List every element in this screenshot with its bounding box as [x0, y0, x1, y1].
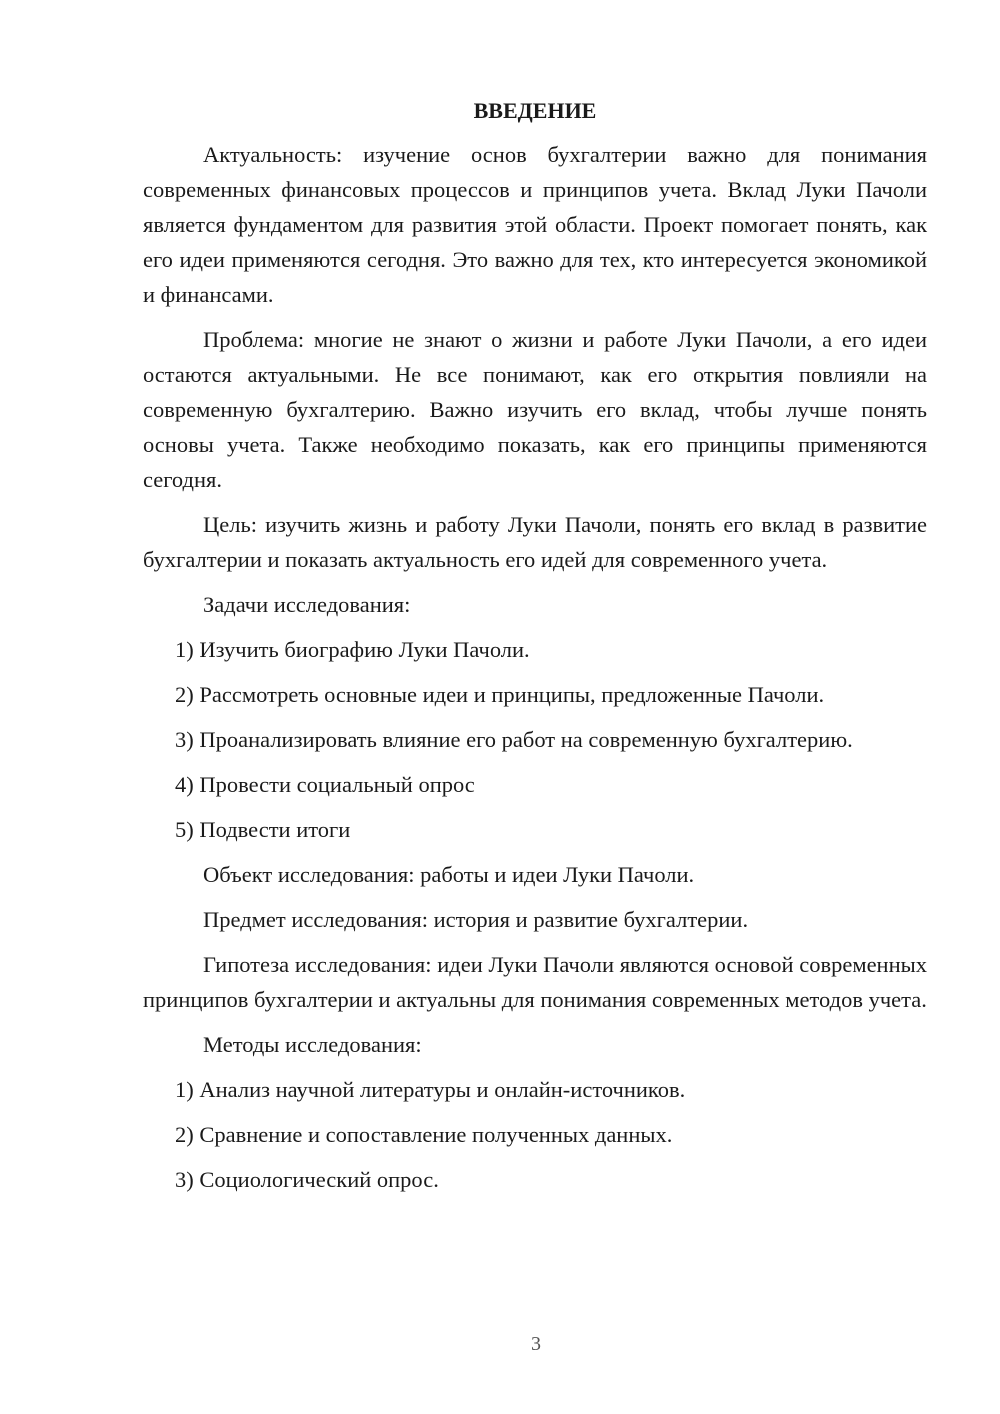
section-heading: ВВЕДЕНИЕ — [473, 98, 597, 123]
relevance-paragraph: Актуальность: изучение основ бухгалтерии важно для понимания современных финансовых процессов и принципов учета. Вклад Луки Пачоли является фундаментом для развития этой области. Проект помогает понять, как его идеи применяются сегодня. Это важно для тех, кто интересуется экономикой и финансами. — [143, 142, 927, 307]
list-item: 1) Анализ научной литературы и онлайн-источников. — [175, 1077, 686, 1102]
problem-paragraph: Проблема: многие не знают о жизни и работе Луки Пачоли, а его идеи остаются актуальными. Не все понимают, как его открытия повлияли на современную бухгалтерию. Важно изучить его вклад, чтобы лучше понять основы учета. Также необходимо показать, как его принципы применяются сегодня. — [143, 327, 927, 492]
hypothesis-paragraph: Гипотеза исследования: идеи Луки Пачоли являются основой современных принципов бухгалтерии и актуальны для понимания современных методов учета. — [143, 952, 927, 1012]
goal-paragraph: Цель: изучить жизнь и работу Луки Пачоли, понять его вклад в развитие бухгалтерии и показать актуальность его идей для современного учета. — [143, 512, 927, 572]
list-item: 2) Рассмотреть основные идеи и принципы, предложенные Пачоли. — [175, 682, 825, 707]
methods-list — [143, 1072, 927, 1197]
list-item: 3) Социологический опрос. — [175, 1167, 439, 1192]
list-item: 1) Изучить биографию Луки Пачоли. — [175, 637, 530, 662]
document-page — [143, 96, 927, 1207]
list-item: 4) Провести социальный опрос — [175, 772, 475, 797]
tasks-title: Задачи исследования: — [203, 592, 411, 617]
subject-paragraph: Предмет исследования: история и развитие бухгалтерии. — [203, 907, 749, 932]
list-item: 3) Проанализировать влияние его работ на современную бухгалтерию. — [175, 727, 853, 752]
tasks-list — [143, 632, 927, 847]
page-number: 3 — [531, 1333, 541, 1355]
methods-title: Методы исследования: — [203, 1032, 422, 1057]
list-item: 5) Подвести итоги — [175, 817, 351, 842]
list-item: 2) Сравнение и сопоставление полученных данных. — [175, 1122, 673, 1147]
object-paragraph: Объект исследования: работы и идеи Луки Пачоли. — [203, 862, 695, 887]
